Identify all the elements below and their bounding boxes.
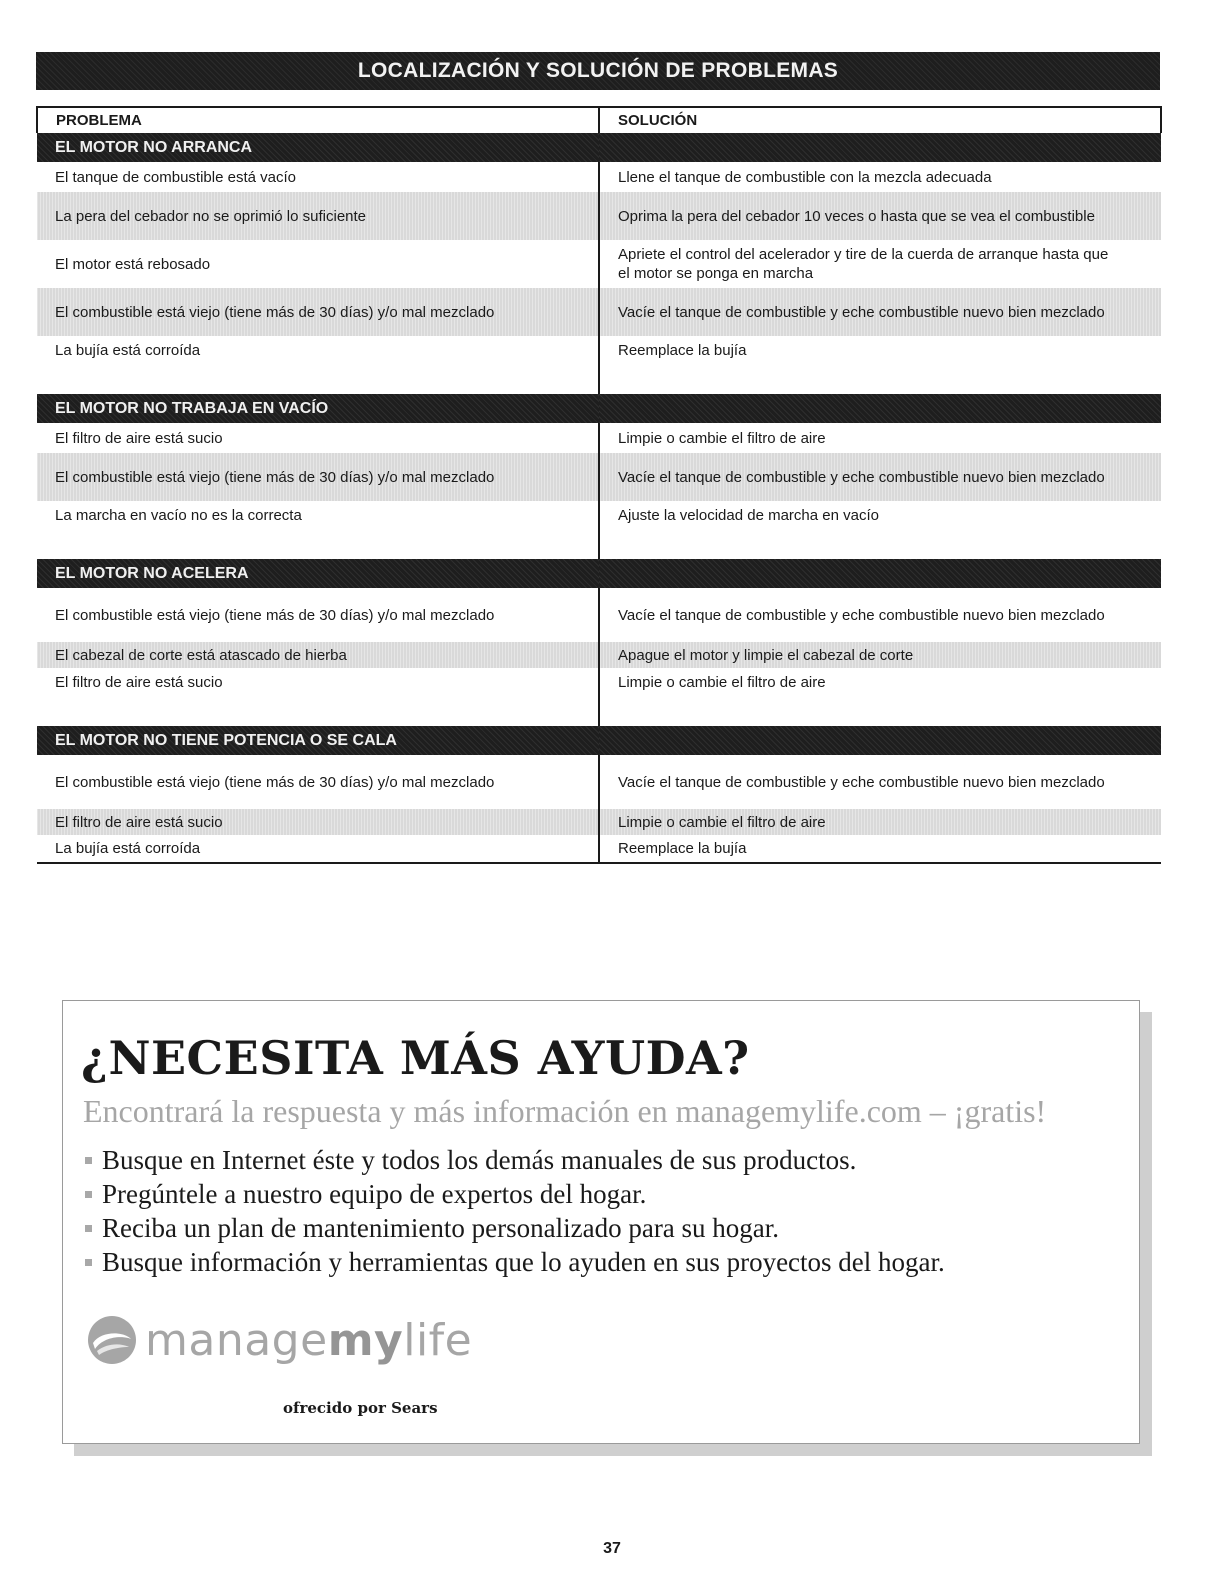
list-item (83, 1177, 945, 1211)
table-row (37, 423, 1161, 453)
problem-cell: El motor está rebosado (37, 240, 599, 288)
solution-cell: Vacíe el tanque de combustible y eche combustible nuevo bien mezclado (599, 453, 1161, 501)
solution-cell: Llene el tanque de combustible con la mezcla adecuada (618, 168, 992, 186)
table-row (37, 501, 1161, 529)
section-header-fill (599, 559, 1161, 588)
section-title: EL MOTOR NO TIENE POTENCIA O SE CALA (37, 726, 599, 755)
problem-cell: El combustible está viejo (tiene más de 30 días) y/o mal mezclado (37, 588, 599, 642)
page-banner-title: LOCALIZACIÓN Y SOLUCIÓN DE PROBLEMAS (357, 59, 839, 82)
solution-cell: Apriete el control del acelerador y tire de la cuerda de arranque hasta que el motor se ponga en marcha (618, 246, 1109, 282)
table-row (37, 668, 1161, 696)
section-header-fill (599, 394, 1161, 423)
table-row (37, 192, 1161, 240)
help-title: ¿NECESITA MÁS AYUDA? (81, 1031, 750, 1085)
table-row (37, 588, 1161, 642)
square-bullet-icon (85, 1191, 92, 1198)
table-row (37, 453, 1161, 501)
logo-wordmark (145, 1315, 472, 1366)
solution-column-header: SOLUCIÓN (599, 107, 1161, 133)
section-title: EL MOTOR NO ACELERA (37, 559, 599, 588)
table-row (37, 288, 1161, 336)
solution-cell: Limpie o cambie el filtro de aire (618, 429, 826, 447)
solution-cell: Limpie o cambie el filtro de aire (599, 809, 1161, 835)
problem-cell: El combustible está viejo (tiene más de 30 días) y/o mal mezclado (37, 755, 599, 809)
bullet-text: Reciba un plan de mantenimiento personalizado para su hogar. (102, 1213, 780, 1243)
problem-cell: La bujía está corroída (37, 835, 599, 863)
problem-cell: El cabezal de corte está atascado de hierba (37, 642, 599, 668)
bullet-text: Busque en Internet éste y todos los demás manuales de sus productos. (102, 1145, 857, 1175)
section-header (37, 559, 1161, 588)
section-header (37, 394, 1161, 423)
problem-cell: La bujía está corroída (37, 336, 599, 364)
problem-cell: La marcha en vacío no es la correcta (37, 501, 599, 529)
problem-cell: El filtro de aire está sucio (37, 423, 599, 453)
solution-cell: Limpie o cambie el filtro de aire (618, 673, 826, 691)
solution-cell: Oprima la pera del cebador 10 veces o hasta que se vea el combustible (599, 192, 1161, 240)
problem-cell: El combustible está viejo (tiene más de 30 días) y/o mal mezclado (37, 288, 599, 336)
table-row (37, 162, 1161, 192)
solution-cell: Reemplace la bujía (618, 341, 747, 359)
help-bullet-list (83, 1143, 945, 1279)
solution-cell: Vacíe el tanque de combustible y eche combustible nuevo bien mezclado (618, 773, 1105, 791)
offered-by-text: ofrecido por Sears (283, 1399, 438, 1417)
solution-cell: Vacíe el tanque de combustible y eche combustible nuevo bien mezclado (599, 288, 1161, 336)
solution-cell: Vacíe el tanque de combustible y eche combustible nuevo bien mezclado (618, 606, 1105, 624)
list-item (83, 1211, 945, 1245)
section-header-fill (599, 133, 1161, 162)
table-row (37, 240, 1161, 288)
table-row (37, 835, 1161, 863)
swoosh-circle-icon (85, 1313, 139, 1367)
square-bullet-icon (85, 1225, 92, 1232)
square-bullet-icon (85, 1157, 92, 1164)
help-box (62, 1000, 1140, 1444)
table-row (37, 336, 1161, 364)
logo-wordmark-part: life (403, 1314, 473, 1366)
solution-cell: Reemplace la bujía (599, 835, 1161, 863)
page-banner (36, 52, 1160, 90)
section-title: EL MOTOR NO TRABAJA EN VACÍO (37, 394, 599, 423)
managemylife-logo (85, 1313, 472, 1367)
help-subtitle: Encontrará la respuesta y más información en managemylife.com – ¡gratis! (83, 1093, 1047, 1129)
problem-cell: La pera del cebador no se oprimió lo suficiente (37, 192, 599, 240)
solution-cell: Apague el motor y limpie el cabezal de corte (599, 642, 1161, 668)
problem-column-header: PROBLEMA (37, 107, 599, 133)
section-header (37, 133, 1161, 162)
bullet-text: Busque información y herramientas que lo ayuden en sus proyectos del hogar. (102, 1247, 945, 1277)
list-item (83, 1245, 945, 1279)
page-number: 37 (603, 1540, 621, 1557)
section-spacer (37, 364, 1161, 394)
problem-cell: El filtro de aire está sucio (37, 668, 599, 696)
list-item (83, 1143, 945, 1177)
section-spacer (37, 696, 1161, 726)
logo-wordmark-part: manage (145, 1314, 328, 1366)
section-header-fill (599, 726, 1161, 755)
troubleshooting-table (36, 106, 1162, 864)
logo-wordmark-part: my (327, 1314, 404, 1366)
problem-cell: El filtro de aire está sucio (37, 809, 599, 835)
square-bullet-icon (85, 1259, 92, 1266)
section-title: EL MOTOR NO ARRANCA (37, 133, 599, 162)
table-row (37, 809, 1161, 835)
table-header-row (37, 107, 1161, 133)
table-row (37, 642, 1161, 668)
problem-cell: El tanque de combustible está vacío (37, 162, 599, 192)
section-header (37, 726, 1161, 755)
table-row (37, 755, 1161, 809)
solution-cell: Ajuste la velocidad de marcha en vacío (618, 506, 879, 524)
problem-cell: El combustible está viejo (tiene más de 30 días) y/o mal mezclado (37, 453, 599, 501)
section-spacer (37, 529, 1161, 559)
bullet-text: Pregúntele a nuestro equipo de expertos del hogar. (102, 1179, 647, 1209)
